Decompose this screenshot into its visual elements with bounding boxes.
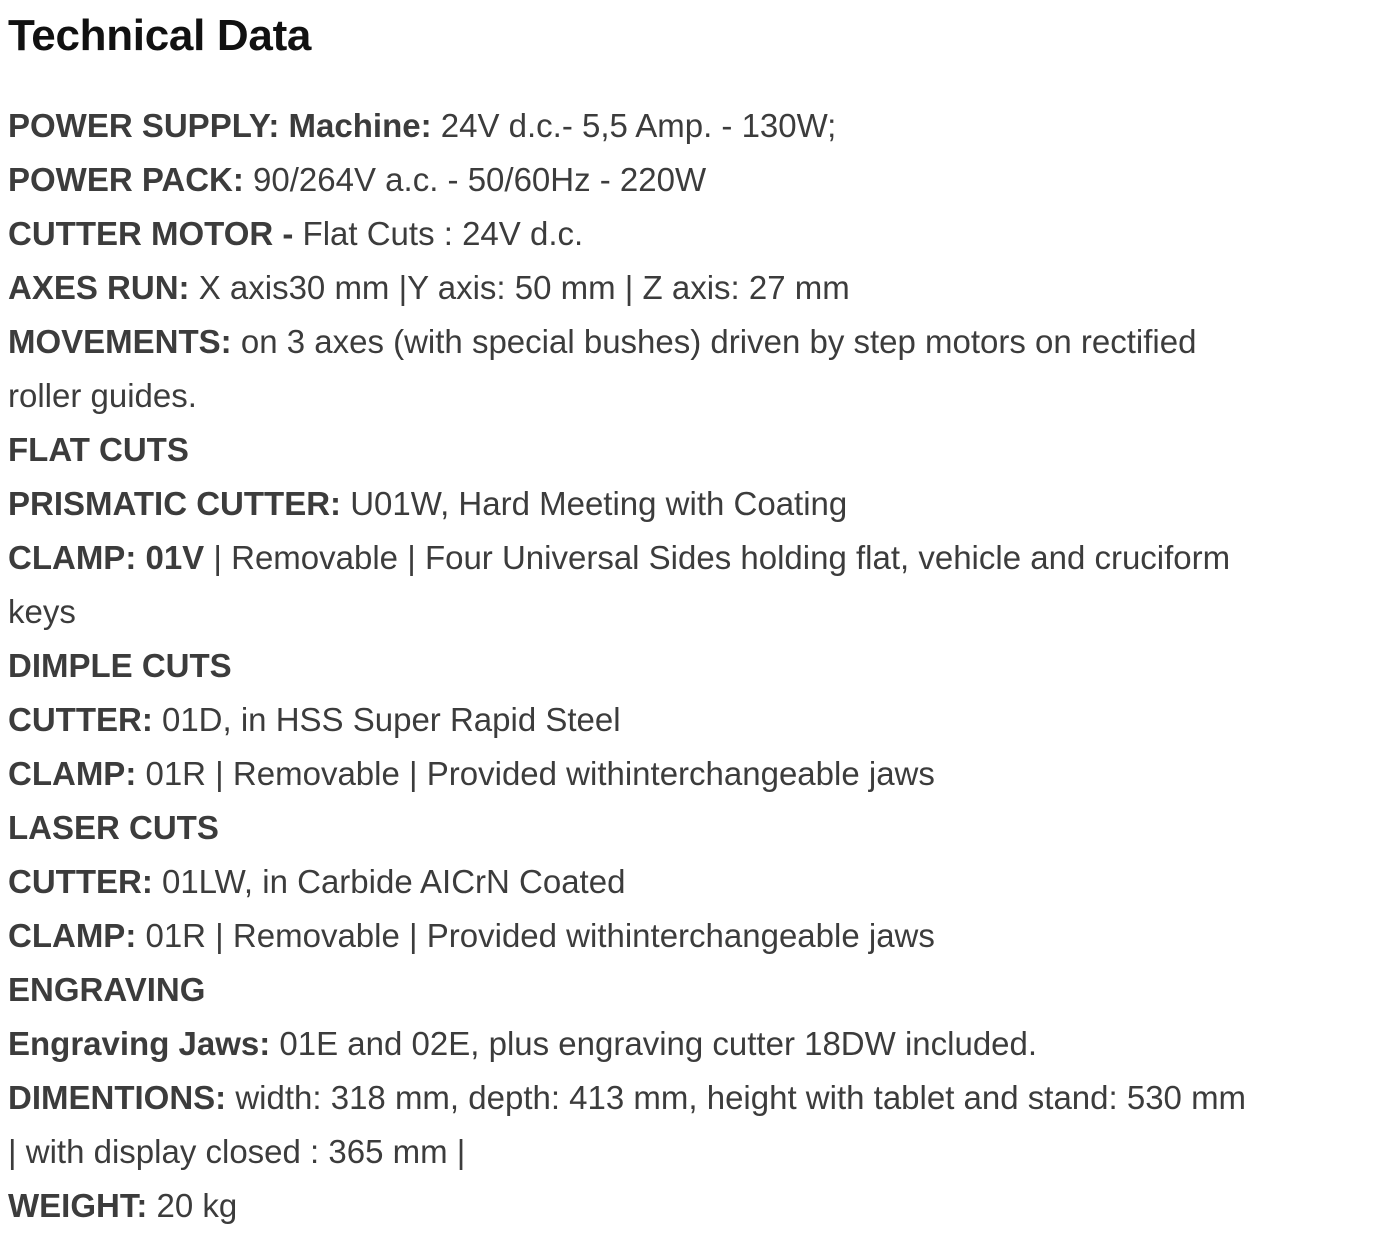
spec-label: CUTTER MOTOR - (8, 215, 294, 252)
spec-label: Machine: (279, 107, 432, 144)
spec-power-pack (8, 153, 1358, 207)
spec-value: 90/264V a.c. - 50/60Hz - 220W (243, 161, 707, 198)
spec-value-continued: | with display closed : 365 mm | (8, 1133, 466, 1170)
spec-label: MOVEMENTS: (8, 323, 232, 360)
spec-section-heading: LASER CUTS (8, 809, 219, 846)
spec-value: U01W, Hard Meeting with Coating (341, 485, 848, 522)
spec-value: 01E and 02E, plus engraving cutter 18DW included. (270, 1025, 1038, 1062)
spec-section-heading: FLAT CUTS (8, 431, 189, 468)
spec-label: WEIGHT: (8, 1187, 148, 1224)
spec-heading-flat-cuts (8, 423, 1358, 477)
spec-label: Engraving Jaws: (8, 1025, 271, 1062)
spec-laser-clamp (8, 909, 1358, 963)
spec-label: CUTTER: (8, 863, 153, 900)
spec-value: 01R | Removable | Provided withinterchangeable jaws (136, 917, 935, 954)
spec-cutter-motor (8, 207, 1358, 261)
spec-label: POWER PACK: (8, 161, 244, 198)
spec-power-supply (8, 99, 1358, 153)
spec-label: PRISMATIC CUTTER: (8, 485, 342, 522)
spec-value-continued: roller guides. (8, 377, 197, 414)
spec-label: POWER SUPPLY: (8, 107, 280, 144)
spec-value: 01R | Removable | Provided withinterchangeable jaws (136, 755, 935, 792)
spec-value-continued: keys (8, 593, 76, 630)
spec-section-heading: ENGRAVING (8, 971, 206, 1008)
spec-dimple-clamp (8, 747, 1358, 801)
spec-clamp-01v (8, 531, 1358, 639)
spec-label: AXES RUN: (8, 269, 190, 306)
spec-label: CLAMP: (8, 755, 137, 792)
spec-label: CLAMP: 01V (8, 539, 205, 576)
spec-label: DIMENTIONS: (8, 1079, 227, 1116)
spec-dimple-cutter (8, 693, 1358, 747)
spec-value: 24V d.c.- 5,5 Amp. - 130W; (431, 107, 837, 144)
spec-label: CUTTER: (8, 701, 153, 738)
spec-prismatic-cutter (8, 477, 1358, 531)
page-title: Technical Data (8, 11, 312, 60)
spec-weight (8, 1179, 1358, 1233)
spec-value: X axis30 mm |Y axis: 50 mm | Z axis: 27 mm (189, 269, 850, 306)
spec-movements (8, 315, 1358, 423)
spec-value: 01LW, in Carbide AICrN Coated (152, 863, 626, 900)
spec-value: 20 kg (147, 1187, 238, 1224)
spec-label: CLAMP: (8, 917, 137, 954)
spec-heading-laser-cuts (8, 801, 1358, 855)
spec-engraving-jaws (8, 1017, 1358, 1071)
spec-dimentions (8, 1071, 1358, 1179)
spec-section-heading: DIMPLE CUTS (8, 647, 232, 684)
spec-list (8, 99, 1372, 1233)
spec-value: width: 318 mm, depth: 413 mm, height with tablet and stand: 530 mm (226, 1079, 1247, 1116)
spec-value: | Removable | Four Universal Sides holding flat, vehicle and cruciform (204, 539, 1231, 576)
spec-value: 01D, in HSS Super Rapid Steel (152, 701, 621, 738)
spec-heading-engraving (8, 963, 1358, 1017)
spec-axes-run (8, 261, 1358, 315)
spec-value: on 3 axes (with special bushes) driven by step motors on rectified (231, 323, 1197, 360)
spec-value: Flat Cuts : 24V d.c. (293, 215, 584, 252)
spec-laser-cutter (8, 855, 1358, 909)
spec-heading-dimple-cuts (8, 639, 1358, 693)
